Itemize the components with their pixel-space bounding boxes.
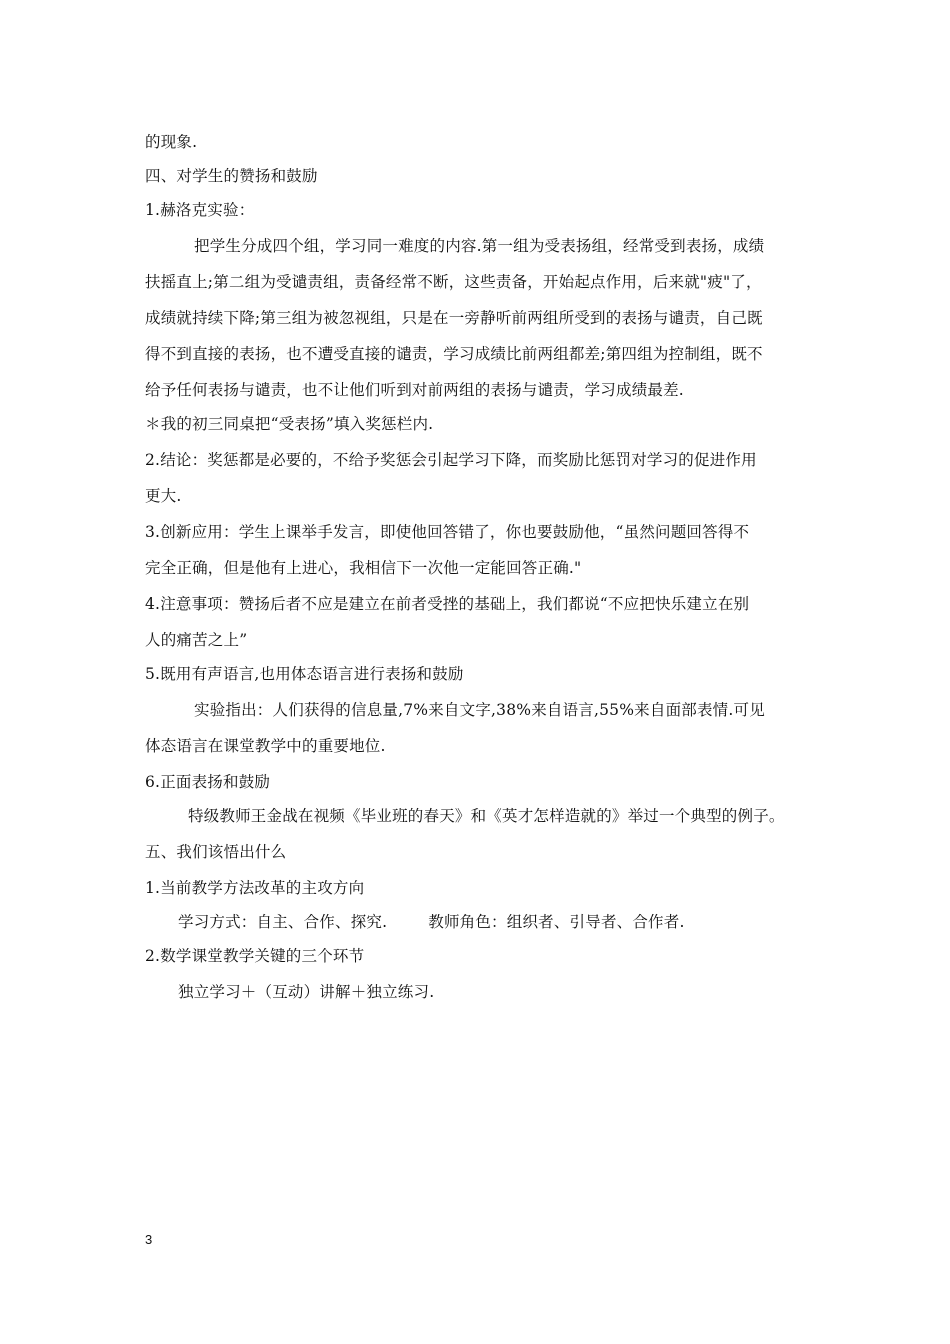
item-heading: 6.正面表扬和鼓励	[145, 773, 271, 791]
item-heading: 2.数学课堂教学关键的三个环节	[145, 947, 365, 965]
page-number: 3	[145, 1232, 153, 1247]
item-heading: 5.既用有声语言,也用体态语言进行表扬和鼓励	[145, 665, 464, 683]
paragraph-line: 实验指出：人们获得的信息量,7%来自文字,38%来自语言,55%来自面部表情.可见	[194, 701, 765, 719]
paragraph-line: 2.结论：奖惩都是必要的，不给予奖惩会引起学习下降，而奖励比惩罚对学习的促进作用	[145, 451, 757, 469]
paragraph-line: 得不到直接的表扬，也不遭受直接的谴责，学习成绩比前两组都差;第四组为控制组，既不	[145, 345, 763, 363]
section-heading: 五、我们该悟出什么	[145, 843, 287, 861]
text-line: 的现象.	[145, 133, 198, 151]
paragraph-line: 给予任何表扬与谴责，也不让他们听到对前两组的表扬与谴责，学习成绩最差.	[145, 381, 684, 399]
note-line: ＊我的初三同桌把“受表扬”填入奖惩栏内.	[145, 415, 434, 433]
paragraph-line: 把学生分成四个组，学习同一难度的内容.第一组为受表扬组，经常受到表扬，成绩	[194, 237, 765, 255]
paragraph-line: 更大.	[145, 487, 182, 505]
paragraph-line: 3.创新应用：学生上课举手发言，即使他回答错了，你也要鼓励他，“虽然问题回答得不	[145, 523, 750, 541]
section-heading: 四、对学生的赞扬和鼓励	[145, 167, 318, 185]
paragraph-line: 完全正确，但是他有上进心，我相信下一次他一定能回答正确."	[145, 559, 582, 577]
paragraph-line: 学习方式：自主、合作、探究. 教师角色：组织者、引导者、合作者.	[178, 913, 685, 931]
paragraph-line: 扶摇直上;第二组为受谴责组，责备经常不断，这些责备，开始起点作用，后来就"疲"了，	[145, 273, 762, 291]
paragraph-line: 独立学习＋（互动）讲解＋独立练习.	[178, 983, 435, 1001]
paragraph-line: 体态语言在课堂教学中的重要地位.	[145, 737, 386, 755]
item-heading: 1.当前教学方法改革的主攻方向	[145, 879, 365, 897]
paragraph-line: 人的痛苦之上”	[145, 631, 248, 649]
item-heading: 1.赫洛克实验：	[145, 201, 255, 219]
paragraph-line: 4.注意事项：赞扬后者不应是建立在前者受挫的基础上，我们都说“不应把快乐建立在别	[145, 595, 750, 613]
paragraph-line: 成绩就持续下降;第三组为被忽视组，只是在一旁静听前两组所受到的表扬与谴责，自己既	[145, 309, 763, 327]
paragraph-line: 特级教师王金战在视频《毕业班的春天》和《英才怎样造就的》举过一个典型的例子。	[188, 807, 785, 825]
